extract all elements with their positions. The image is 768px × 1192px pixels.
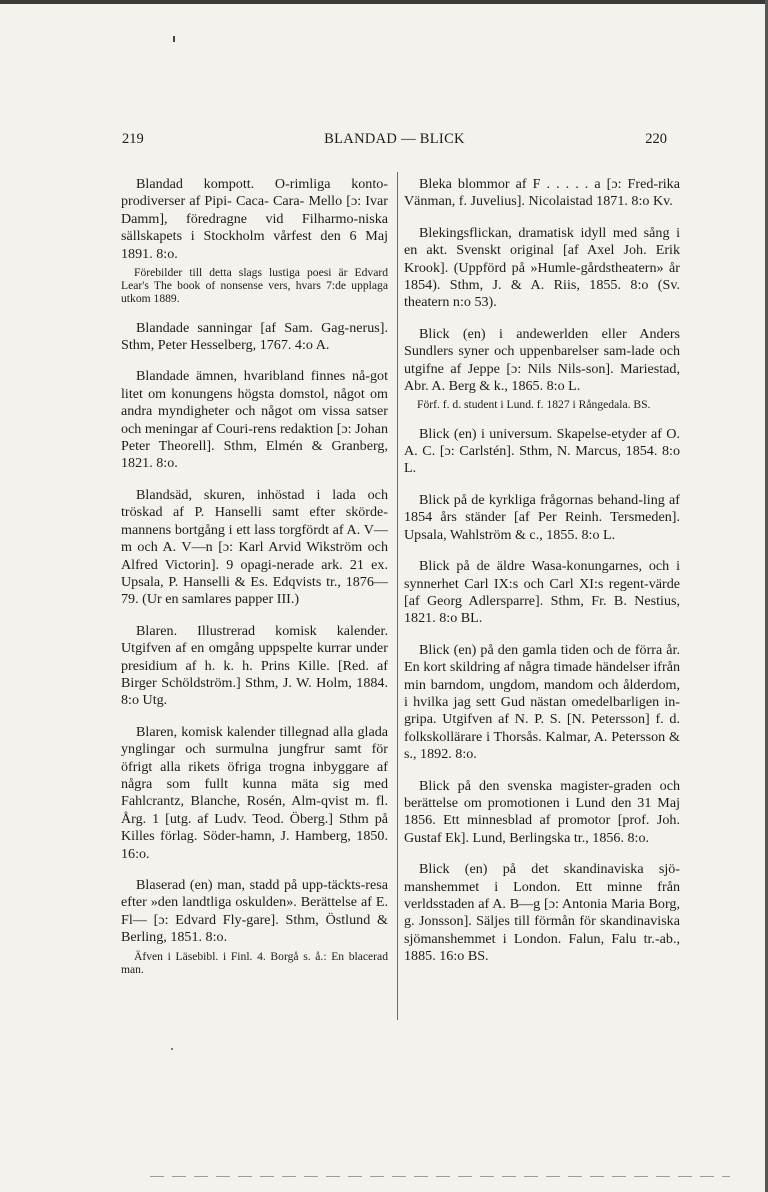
left-column [121,176,388,990]
entry-blaren-1884: Blaren. Illustrerad komisk kalender. Utgifven af en omgång uppspelte kurrar under presidium af h. k. h. Prins Kille. [Red. af Birger Schöldström.] Sthm, J. W. Holm, 1884. 8:o Utg. [121,622,388,709]
note-blick-andewerlden: Förf. f. d. student i Lund. f. 1827 i Rångedala. BS. [417,398,651,412]
entry-blick-kyrkliga: Blick på de kyrkliga frågornas behand-ling af 1854 års ständer [af Per Reinh. Tersmeden]. Upsala, Wahlström & c., 1855. 8:o L. [404,491,680,543]
running-title: BLANDAD — BLICK [324,131,465,147]
column-divider [397,172,398,1020]
entry-blaserad-man: Blaserad (en) man, stadd på upp-täckts-resa efter »den landtliga oskulden». Berättelse af E. Fl— [ɔ: Edvard Fly-gare]. Sthm, Östlund & Berling, 1851. 8:o. [121,877,388,946]
entry-blick-sjomanshemmet: Blick (en) på det skandinaviska sjö-manshemmet i London. Ett minne från verldsstaden af A. B—g [ɔ: Antonia Maria Borg, g. Jonsson]. Säljes till förmån för skandinaviska sjömanshemmet i London. Falun, Falu tr.-ab., 1885. 16:o BS. [404,861,680,965]
scan-bottom-line [150,1176,730,1177]
page-header [122,131,667,151]
entry-blick-universum: Blick (en) i universum. Skapelse-etyder af O. A. C. [ɔ: Carlstén]. Sthm, N. Marcus, 1854. 8:o L. [404,425,680,477]
entry-blick-magister: Blick på den svenska magister-graden och berättelse om promotionen i Lund den 31 Maj 1856. Ett minnesblad af promotor [prof. Joh. Gustaf Ek]. Lund, Berlingska tr., 1856. 8:o. [404,777,680,846]
entry-blaren-1850: Blaren, komisk kalender tillegnad alla glada ynglingar och surmulna jungfrur samt för öfrigt alla rikets öfriga trogna inbyggare af några som fullt kunna mäta sig med Fahlcrantz, Blanche, Rosén, Alm-qvist m. fl. Årg. 1 [utg. af Ludv. Teod. Öberg.] Sthm på Killes förlag. Söder-hamn, J. Hamberg, 1850. 16:o. [121,723,388,862]
entry-blandade-sanningar: Blandade sanningar [af Sam. Gag-nerus]. Sthm, Peter Hesselberg, 1767. 4:o A. [121,319,388,354]
scan-speck [171,1048,173,1050]
page-number-left: 219 [122,131,144,147]
entry-blekingsflickan: Blekingsflickan, dramatisk idyll med sång i en akt. Svenskt original [af Axel Joh. Erik Krook]. (Uppförd på »Humle-gårdstheatern» år 1854). Sthm, J. & A. Riis, 1855. 8:o (Sv. theatern n:o 53). [404,224,680,311]
entry-bleka-blommor: Bleka blommor af F . . . . . a [ɔ: Fred-rika Vänman, f. Juvelius]. Nicolaistad 1871. 8:o Kv. [404,176,680,210]
entry-blandsad: Blandsäd, skuren, inhöstad i lada och tröskad af P. Hanselli samt efter skörde-mannens bortgång i ett lass torgfördt af A. V—m och A. V—n [ɔ: Karl Arvid Wikström och Alfred Victorin]. 9 opagi-nerade ark. 21 ex. Upsala, P. Hanselli & Es. Edqvists tr., 1876—79. (Ur en samlares papper III.) [121,486,388,608]
entry-blick-gamla-tiden: Blick (en) på den gamla tiden och de förra år. En kort skildring af några timade händelser ifrån min barndom, ungdom, mandom och ålderdom, i hvilka jag sett Gud nästan omedelbarligen in-gripa. Utgifven af N. P. S. [N. Petersson] f. d. folkskollärare i Thorsås. Kalmar, A. Petersson & s., 1892. 8:o. [404,641,680,763]
entry-blick-wasa: Blick på de äldre Wasa-konungarnes, och i synnerhet Carl IX:s och Carl XI:s regent-värde [af Georg Adlersparre]. Sthm, Fr. B. Nestius, 1821. 8:o BL. [404,558,680,627]
entry-blick-andewerlden: Blick (en) i andewerlden eller Anders Sundlers syner och uppenbarelser sam-lade och utgifne af Jeppe [ɔ: Nils Nils-son]. Mariestad, Abr. A. Berg & k., 1865. 8:o L. [404,325,680,395]
entry-blandade-amnen: Blandade ämnen, hvaribland finnes nå-got litet om konungens högsta domstol, något om andra myndigheter och något om vissa satser och meningar af Couri-rens redaktion [ɔ: Johan Peter Theorell]. Sthm, Elmén & Granberg, 1821. 8:o. [121,368,388,472]
scan-mark [173,36,175,42]
right-column [404,176,680,980]
entry-blandad-kompott: Blandad kompott. O-rimliga konto-prodiverser af Pipi- Caca- Cara- Mello [ɔ: Ivar Damm], föredragne vid Filharmo-niska sällskapets i Stockholm vårfest den 6 Maj 1891. 8:o. [121,176,388,262]
page-number-right: 220 [645,131,667,147]
note-blandad-kompott: Förebilder till detta slags lustiga poesi är Edvard Lear's The book of nonsense vers, hvars 7:de upplaga utkom 1889. [121,266,388,306]
scan-top-edge [0,0,768,4]
note-blaserad-man: Äfven i Läsebibl. i Finl. 4. Borgå s. å.: En blacerad man. [121,949,388,976]
